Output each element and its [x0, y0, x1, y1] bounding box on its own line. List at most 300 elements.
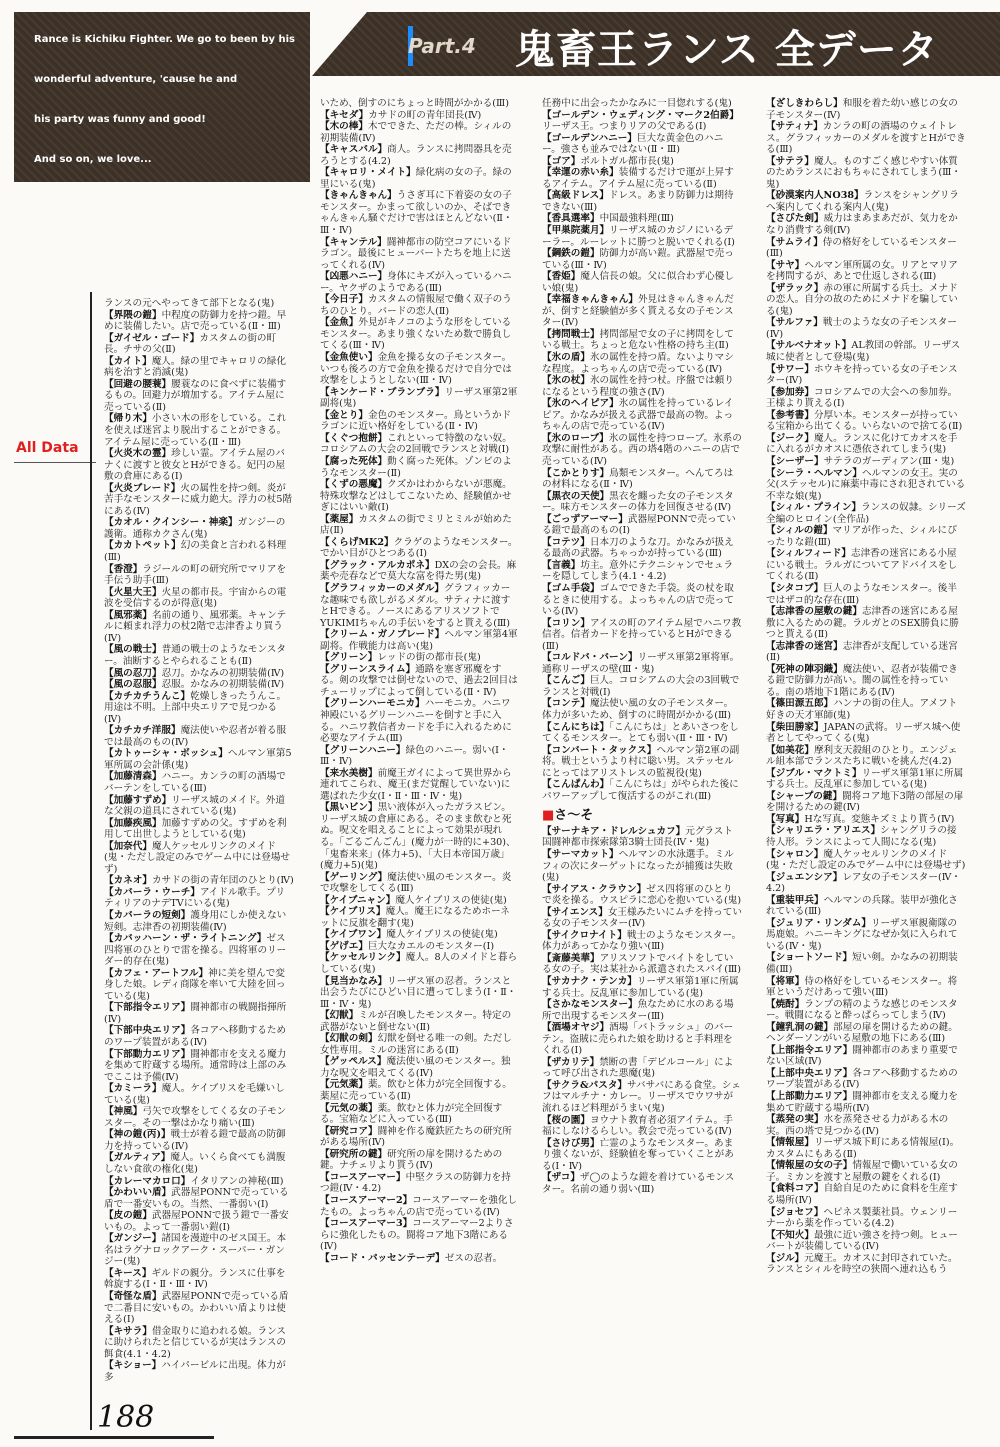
entry-description: リーザス城のカジノにいるデーラー。ルーレットに勝つと脱いでくれる(Ⅰ) [542, 225, 735, 248]
entry-term: 【篠田源五郎】 [766, 698, 834, 710]
glossary-entry [766, 340, 966, 363]
entry-description: 名前の通り、風邪薬。キャンテルに頼まれ浮力の杖2階で志津香より買う(Ⅳ) [104, 609, 287, 644]
entry-term: 【氷の盾】 [542, 352, 590, 364]
entry-description: 火星の都市長。宇宙からの電波を受信するのが得意(鬼) [104, 586, 287, 610]
glossary-entry [766, 976, 966, 999]
entry-term: 【サーナキア・ドレルシュカフ】 [542, 825, 686, 837]
entry-term: 【キセダ】 [320, 109, 369, 121]
glossary-entry [104, 1291, 294, 1326]
glossary-entry [766, 317, 966, 340]
entry-description: 戦士のようなモンスター。体力があってかなり強い(Ⅲ) [542, 929, 742, 953]
glossary-entry [766, 825, 966, 848]
glossary-entry [542, 98, 742, 110]
glossary-entry [320, 237, 518, 272]
entry-description: リーザス軍第1軍に所属する兵士。反乱軍に参加している(鬼) [766, 767, 964, 791]
entry-description: うさぎ耳に下着姿の女の子モンスター。かまって欲しいのか、そばできゃんきゃん騒ぐだけで害はほとんどない(Ⅱ・Ⅲ・Ⅳ) [320, 190, 513, 237]
entry-term: 【ショートソード】 [766, 952, 853, 964]
entry-description: ヘルマン軍第5軍所属の会計係(鬼) [104, 748, 292, 771]
entry-description: リーザス王。つまりリアの父である(Ⅰ) [542, 121, 707, 133]
entry-term: 【鐘乳洞の鍵】 [766, 1021, 834, 1033]
entry-description: 最強に近い強さを持つ剣。ヒューバートが装備している(Ⅳ) [766, 1229, 958, 1253]
glossary-entry [104, 771, 294, 794]
entry-term: 【高級ドレス】 [542, 190, 609, 202]
entry-term: 【加藤すずめ】 [104, 794, 172, 806]
entry-description: 借金取りに追われる娘。ランスに助けられたと信じているが実はランスの餌食(4.1・4.2) [104, 1325, 286, 1360]
glossary-entry [766, 872, 966, 895]
entry-term: 【香姫】 [542, 271, 581, 283]
entry-description: 動く腐った死体。ゾンビのようなモンスター(Ⅱ) [320, 455, 512, 479]
entry-description: 身体にキズが入っているハニー。ヤクザのようである(Ⅲ) [320, 271, 512, 294]
entry-description: 「こんにちは」とあいさつをしてくるモンスター。とても弱い(Ⅱ・Ⅲ・Ⅳ) [542, 721, 739, 745]
glossary-entry [766, 1045, 966, 1068]
entry-description: 闘神都市を支える魔力を集めて貯蔵する場所。通常時は上部のみでここは予備(Ⅳ) [104, 1048, 287, 1083]
entry-term: 【志津香の迷宮】 [766, 640, 843, 652]
entry-description: 侍の格好をしているモンスター(Ⅲ) [766, 236, 957, 260]
entry-term: 【カミーラ】 [104, 1083, 162, 1095]
entry-term: 【ざしきわらし】 [766, 98, 843, 109]
entry-description: 魔人ケイブリスの使徒(鬼) [386, 929, 498, 941]
glossary-entry [320, 629, 518, 652]
entry-term: 【ゴールデン・ウェディング・マーク2伯爵】 [542, 109, 739, 121]
glossary-entry [542, 1138, 742, 1173]
entry-description: ホウキを持っている女の子モンスター(Ⅳ) [766, 363, 958, 387]
entry-description: 魔人。緑の里でキャロリの緑化病を治すと消滅(鬼) [104, 355, 286, 379]
glossary-entry [320, 976, 518, 1011]
glossary-entry [320, 1126, 518, 1149]
glossary-entry [320, 1079, 518, 1102]
entry-description: 神に美を望んで変身した娘。レディ商隊を率いて大陸を回っている(鬼) [104, 967, 286, 1002]
entry-term: 【くらげMK2】 [320, 536, 394, 548]
entry-term: 【下部動力エリア】 [104, 1048, 191, 1060]
entry-description: 魔人。魔王になるためホーネットに反旗を翻す(鬼) [320, 906, 510, 929]
entry-description: コロシアムでの大会への参加券。王様より貰える(Ⅰ) [766, 386, 958, 410]
entry-term: 【ケイブワン】 [320, 929, 387, 941]
entry-term: 【幻獣】 [320, 1010, 359, 1022]
entry-description: 闘神都市の戦闘指揮所(Ⅳ) [104, 1002, 287, 1025]
entry-description: ゼスの忍者。 [444, 1252, 503, 1264]
entry-description: 水を蒸発させる力がある木の実。西の塔で見つかる(Ⅳ) [766, 1114, 949, 1137]
entry-description: コースアーマー2よりさらに強化したもの。闘将コア地下3階にある(Ⅳ) [320, 1218, 514, 1253]
entry-term: 【ガンジー】 [104, 1233, 162, 1245]
glossary-entry [542, 352, 742, 375]
entry-description: 商人。ランスに拷問器具を売ろうとする(4.2) [320, 144, 512, 167]
entry-description: 闘神を作る魔鉄匠たちの研究所がある場所(Ⅳ) [320, 1125, 512, 1149]
glossary-entry [766, 1207, 966, 1230]
glossary-entry [320, 1172, 518, 1195]
entry-term: 【キサラ】 [104, 1325, 152, 1337]
side-label-rule [14, 462, 96, 463]
column-3 [542, 98, 742, 1195]
glossary-entry [320, 514, 518, 537]
entry-term: 【シタコブ】 [766, 582, 824, 594]
entry-description: 女王様みたいにムチを持っている女の子モンスター(Ⅳ) [542, 906, 742, 930]
glossary-entry [766, 502, 966, 525]
glossary-entry [104, 1152, 294, 1175]
entry-description: 「こんにちは」がやられた後にパワーアップして復活するのがこれ(Ⅲ) [542, 779, 739, 802]
entry-description: ランスの元へやってきて部下となる(鬼) [104, 298, 275, 309]
entry-description: 金色のモンスター。鳥というかドラゴンに近い格好をしている(Ⅱ・Ⅳ) [320, 409, 512, 433]
glossary-entry [320, 433, 518, 456]
entry-description: ハイパービルに出現。体力が多 [104, 1360, 286, 1383]
entry-term: 【加藤清森】 [104, 771, 162, 783]
entry-description: 防御力が高い鎧。武器屋で売っている(Ⅲ・Ⅳ) [542, 248, 734, 271]
entry-description: ドレス。あまり防御力は期待できない(Ⅲ) [542, 190, 734, 213]
entry-term: 【見当かなみ】 [320, 975, 388, 987]
entry-description: ヘルマンの兵隊。装甲が強化されている(Ⅲ) [766, 894, 958, 918]
glossary-entry [320, 1010, 518, 1033]
entry-term: 【カバッハーン・ザ・ライトニング】 [104, 933, 267, 945]
glossary-entry [320, 768, 518, 803]
glossary-entry [766, 698, 966, 721]
glossary-entry [766, 745, 966, 768]
glossary-entry [766, 283, 966, 318]
entry-term: 【薬屋】 [320, 513, 359, 525]
entry-description: 黒衣を纏った女の子モンスター。味方モンスターの体力を回復させる(Ⅳ) [542, 490, 734, 514]
entry-term: 【鋼鉄の鎧】 [542, 248, 600, 260]
entry-description: イタリアンの神秘(Ⅲ) [190, 1175, 284, 1187]
entry-description: リーザス軍親衛隊の馬鹿娘。ハニーキングになぜか気に入られている(Ⅳ・鬼) [766, 917, 958, 952]
glossary-entry [766, 918, 966, 953]
square-bullet-icon: ■ [542, 808, 555, 824]
glossary-entry [542, 190, 742, 213]
entry-description: 前魔王ガイによって異世界から連れてこられ、魔王(まだ覚醒していない)に選ばれた少女(Ⅰ・Ⅱ・Ⅲ・Ⅳ・鬼) [320, 767, 512, 802]
entry-description: 氷の属性を持つ盾。ないよりマシな程度。よっちゃんの店で売っている(Ⅳ) [542, 352, 734, 375]
entry-description: 木でできた、ただの棒。シィルの初期装備(Ⅳ) [320, 121, 512, 144]
glossary-entry [542, 652, 742, 675]
entry-term: 【くずの悪魔】 [320, 479, 388, 491]
entry-term: 【こかとりす】 [542, 467, 610, 479]
glossary-entry [320, 1033, 518, 1056]
entry-description: 緑化病の女の子。緑の里にいる(鬼) [320, 167, 512, 190]
glossary-entry [766, 121, 966, 156]
entry-term: 【キショー】 [104, 1360, 162, 1372]
glossary-entry [104, 1025, 294, 1048]
entry-description: 小さい木の形をしている。これを使えば迷宮より脱出することができる。アイテム屋に売っている(Ⅱ・Ⅲ) [104, 413, 287, 448]
entry-description: ハンナの街の住人。アメフト好きの天才軍師(鬼) [766, 698, 958, 721]
entry-description: ヘルマンの水泳選手。ミルフィの次にターゲットになったが捕獲は失敗(鬼) [542, 849, 734, 884]
glossary-entry [104, 668, 294, 680]
entry-description: 闘将コア地下3階の部屋の扉を開けるための鍵(Ⅳ) [766, 790, 964, 814]
glossary-entry [104, 1083, 294, 1106]
entry-term: 【サヤ】 [766, 259, 805, 271]
glossary-entry [320, 941, 518, 953]
glossary-entry [320, 294, 518, 317]
entry-description: ザ◯のような鎧を着けているモンスター。名前の通り弱い(Ⅲ) [542, 1172, 735, 1195]
entry-description: 腰蓑なのに食べずに装備するもの。回避力が増加する。アイテム屋に売っている(Ⅱ) [104, 378, 287, 413]
entry-description: 自給自足のために食料を生産する場所(Ⅳ) [766, 1183, 958, 1206]
entry-description: ゼス四将軍のひとりで炎を操る。ウスピラに恋心を抱いている(鬼) [542, 883, 742, 907]
entry-description: 魔法使い風の女の子モンスター。体力が多いため、倒すのに時間がかかる(Ⅲ) [542, 698, 734, 721]
entry-term: 【風の戦士】 [104, 644, 162, 656]
entry-description: 摩利支天殺組のひとり。エンジェル組本部でランスたちに戦いを挑んだ(4.2) [766, 744, 958, 768]
glossary-entry [542, 248, 742, 271]
entry-description: 酒場「バトラッシュ」のバーテン。盗賊に売られた娘を助けると手料理をくれる(Ⅰ) [542, 1022, 734, 1057]
glossary-entry [542, 537, 742, 560]
glossary-entry [766, 98, 966, 121]
glossary-entry [320, 652, 518, 664]
entry-description: サバサバにある食堂。シェフはマルチナ・カレー。リーザスでウワサが流れるほど料理がうまい(鬼) [542, 1079, 741, 1115]
entry-term: 【神風】 [104, 1106, 143, 1118]
glossary-entry [766, 410, 966, 433]
entry-term: 【情報屋の女の子】 [766, 1160, 853, 1172]
glossary-entry [104, 356, 294, 379]
entry-description: 外見がキノコのような形をしているモンスター。あまり強くないため数で勝負してくる(Ⅲ・Ⅳ) [320, 317, 512, 352]
entry-description: 威力はまあまあだが、気力をかなり消費する剣(Ⅳ) [766, 213, 958, 237]
entry-term: 【カトゥーシャ・ボッシュ】 [104, 748, 228, 760]
glossary-entry [320, 317, 518, 352]
glossary-entry [766, 548, 966, 583]
entry-term: 【幸福きゃんきゃん】 [542, 294, 638, 306]
glossary-entry [320, 745, 518, 768]
entry-term: 【ゲーリング】 [320, 871, 388, 883]
glossary-entry [104, 1233, 294, 1268]
glossary-entry [104, 691, 294, 726]
entry-description: ゼス四将軍のひとりで雷を操る。四将軍のリーダー的存在(鬼) [104, 933, 287, 968]
entry-term: 【凶悪ハニー】 [320, 271, 388, 283]
entry-description: AL教団の幹部。リーザス城に使者として登場(鬼) [766, 340, 961, 364]
entry-description: 薬。飲むと体力が完全回復する。薬屋に売っている(Ⅱ) [320, 1079, 512, 1103]
entry-description: 坊主。意外にテクニシャンでセュラーを隠してしまう(4.1・4.2) [542, 559, 734, 583]
entry-term: 【回避の腰蓑】 [104, 378, 172, 390]
entry-term: 【ジブル・マクトミ】 [766, 767, 862, 779]
entry-term: 【黒いビン】 [320, 802, 378, 814]
banner-line: Rance is Kichiku Fighter. We go to been by his [34, 34, 295, 45]
entry-description: 弓矢で攻撃をしてくる女の子モンスター。その一撃はかなり痛い(Ⅲ) [104, 1106, 287, 1129]
entry-description: 魔人。ランスに化けてカオスを手に入れるがカオスに憑依されてしまう(鬼) [766, 432, 958, 456]
entry-term: 【さけび男】 [542, 1137, 600, 1149]
glossary-entry [542, 156, 742, 168]
entry-description: 通路を塞ぎ邪魔をする。剣の攻撃では倒せないので、過去2回目はチューリップによって倒している(Ⅱ・Ⅳ) [320, 663, 518, 698]
entry-term: 【サクラ&パスタ】 [542, 1079, 628, 1091]
entry-term: 【コリン】 [542, 617, 590, 629]
entry-description: 各コアへ移動するためのワープ装置がある(Ⅳ) [766, 1067, 958, 1091]
entry-term: 【ガルティア】 [104, 1152, 171, 1164]
entry-description: ハーモニカ。ハニワ神殿にいるグリーンハニーを倒すと手に入る。ハニワ教信者カードを手に入れるために必要なアイテム(Ⅲ) [320, 698, 512, 745]
entry-description: 志津香の迷宮にある小屋にいる戦士。ラルガについてアドバイスをしてくれる(Ⅱ) [766, 548, 958, 583]
glossary-entry [766, 1160, 966, 1183]
entry-term: 【シーラ・ヘルマン】 [766, 467, 862, 479]
entry-description: カスタムの情報屋で働く双子のうちのひとり。バードの恋人(Ⅱ) [320, 294, 512, 317]
entry-term: 【かわいい盾】 [104, 1187, 172, 1199]
entry-description: 加藤すずめの父。すずめを利用して出世しようとしている(鬼) [104, 817, 287, 841]
glossary-entry [766, 260, 966, 283]
glossary-entry [542, 433, 742, 468]
glossary-entry [542, 779, 742, 802]
entry-term: 【サイクロナイト】 [542, 929, 627, 941]
entry-term: 【クリーム・ガノブレード】 [320, 629, 445, 641]
glossary-entry [320, 698, 518, 744]
entry-description: マリアが作った、シィルにぴったりな鎧(Ⅲ) [766, 525, 957, 548]
glossary-entry [320, 1056, 518, 1079]
entry-term: 【キャロリ・メイト】 [320, 167, 416, 179]
entry-term: 【サワー】 [766, 363, 814, 375]
entry-term: 【グリーンスライム】 [320, 663, 416, 675]
entry-term: 【柴田勝家】 [766, 721, 824, 733]
entry-description: グラフィッカーな趣味でも欲しがるメダル。サティナに渡すとHできる。ノースにあるアリスソフトでYUKIMIちゃんの手伝いをすると貰える(Ⅲ) [320, 582, 511, 629]
glossary-entry [766, 1022, 966, 1045]
glossary-entry [766, 456, 966, 468]
glossary-entry [542, 375, 742, 398]
glossary-entry [104, 1049, 294, 1084]
entry-term: 【カフェ・アートフル】 [104, 967, 209, 979]
entry-term: 【こんぱんわ】 [542, 779, 610, 791]
glossary-entry [542, 722, 742, 745]
entry-description: 幻の美食と言われる料理(Ⅲ) [104, 540, 287, 564]
glossary-entry [542, 999, 742, 1022]
entry-description: ヘルマン第2軍の副将。戦士というより村に聡い男。ステッセルにとってはアリストレスの監視役(鬼) [542, 744, 740, 779]
glossary-entry [104, 587, 294, 610]
glossary-entry [542, 698, 742, 721]
glossary-entry [320, 1218, 518, 1253]
entry-term: 【ジュエンシア】 [766, 871, 843, 883]
entry-description: 忍服。かなみの初期装備(Ⅳ) [161, 679, 285, 691]
entry-description: 巨人のようなモンスター。後半ではザコ的な存在(Ⅲ) [766, 582, 957, 606]
entry-description: 短い剣。かなみの初期装備(Ⅲ) [766, 952, 958, 976]
glossary-entry [104, 564, 294, 587]
entry-term: 【加藤疾風】 [104, 817, 162, 829]
entry-description: 乾燥しきったうんこ。用途は不明。上部中央エリアで見つかる(Ⅳ) [104, 690, 287, 725]
entry-description: 闘神都市の防空コアにいるドラゴン。最後にヒューバートたちを地上に送ってくれる(Ⅳ) [320, 236, 512, 271]
entry-description: Hな写真。変態キズミより貰う(Ⅳ) [804, 813, 955, 825]
entry-term: 【グラック・アルカポネ】 [320, 559, 435, 571]
entry-description: レア女の子モンスター(Ⅳ・4.2) [766, 871, 961, 895]
glossary-entry [542, 491, 742, 514]
glossary-entry [320, 1253, 518, 1265]
entry-term: 【サムライ】 [766, 236, 823, 248]
glossary-entry [104, 644, 294, 667]
glossary-entry [320, 271, 518, 294]
glossary-entry [320, 1195, 518, 1218]
entry-term: 【グリーン】 [320, 652, 378, 664]
glossary-entry [542, 468, 742, 491]
glossary-entry [542, 167, 742, 190]
entry-term: 【将軍】 [766, 975, 805, 987]
glossary-entry [104, 1176, 294, 1188]
entry-description: 武器屋PONNで売っている盾で二番目に安いもの。かわいい盾よりは使える(Ⅰ) [104, 1291, 289, 1326]
entry-term: 【カレーマカロ口】 [104, 1175, 191, 1187]
entry-term: 【不知火】 [766, 1229, 814, 1241]
entry-description: カサドの町の青年団長(Ⅳ) [368, 109, 482, 121]
entry-description: ポルトガル都市長(鬼) [580, 155, 674, 167]
entry-description: DXの会の会長。麻薬や売春などで莫大な富を得た男(鬼) [320, 559, 517, 583]
entry-description: 武器屋PONNで売っている鎧で最高のもの(Ⅰ) [542, 513, 736, 537]
entry-term: 【きゃんきゃん】 [320, 190, 397, 202]
section-heading-text: さ～そ [554, 808, 594, 824]
entry-term: 【カカトペット】 [104, 540, 181, 552]
entry-term: 【氷のローブ】 [542, 432, 609, 444]
entry-description: 火の属性を持つ剣。炎が苦手なモンスターに威力絶大。浮力の杖5階にある(Ⅳ) [104, 482, 293, 517]
glossary-entry [766, 583, 966, 606]
glossary-entry [104, 379, 294, 414]
entry-term: 【ゴア】 [542, 155, 581, 167]
entry-description: 魔法使い風のモンスター。炎で攻撃をしてくる(Ⅲ) [320, 871, 512, 895]
entry-term: 【コンテ】 [542, 698, 590, 710]
entry-term: 【風邪薬】 [104, 609, 152, 621]
glossary-entry [766, 768, 966, 791]
entry-description: 外見はきゃんきゃんだが、倒すと経験値が多く貰える女の子モンスター(Ⅳ) [542, 294, 734, 329]
entry-description: 魔人ケイブリスの使徒(鬼) [395, 894, 507, 906]
glossary-entry [104, 748, 294, 771]
glossary-entry [104, 413, 294, 448]
entry-description: リーザス軍第2軍将軍。通称リーザスの壁(Ⅲ・鬼) [542, 652, 740, 675]
entry-description: コースアーマーを強化したもの。よっちゃんの店で売っている(Ⅳ) [320, 1194, 518, 1218]
entry-description: 戦士のような女の子モンスター(Ⅳ) [766, 317, 957, 340]
glossary-entry [766, 606, 966, 641]
entry-term: 【コースアーマー2】 [320, 1194, 413, 1206]
glossary-entry [542, 225, 742, 248]
entry-description: クラゲのようなモンスター。でかい目がひとつある(Ⅰ) [320, 536, 518, 560]
entry-term: 【研究コア】 [320, 1125, 378, 1137]
entry-term: 【焼酎】 [766, 998, 805, 1010]
glossary-entry [320, 560, 518, 583]
entry-description: 分厚い本。モンスターが持っている宝箱から出てくる。いらないので捨てる(Ⅱ) [766, 409, 963, 433]
glossary-entry [542, 560, 742, 583]
glossary-entry [320, 121, 518, 144]
entry-term: 【上部中央エリア】 [766, 1067, 853, 1079]
glossary-entry [766, 1230, 966, 1253]
entry-description: ギルドの親分。ランスに仕事を斡旋する(Ⅰ・Ⅱ・Ⅲ・Ⅳ) [104, 1267, 286, 1291]
entry-description: 氷の属性を持つ杖。序盤では頼りになるという程度の強さ(Ⅳ) [542, 375, 734, 398]
glossary-entry [542, 1022, 742, 1057]
glossary-entry [542, 953, 742, 976]
entry-description: 魔法使い風のモンスター。独力な呪文を唱えてくる(Ⅳ) [320, 1056, 511, 1079]
entry-term: 【カチカチうんこ】 [104, 690, 191, 702]
entry-description: 魔法使い、忍者が装備できる鎧で防御力が高い。闇の属性を持っている。南の塔地下1階にある(Ⅳ) [766, 663, 958, 698]
entry-description: 志津香が支配している迷宮(Ⅱ) [766, 640, 958, 664]
entry-term: 【食料コア】 [766, 1183, 824, 1195]
entry-description: リーザス軍第2軍副将(鬼) [320, 386, 518, 410]
glossary-entry [542, 398, 742, 433]
entry-description: リーザス城のメイド。外道な父親の道具にされている(鬼) [104, 794, 285, 818]
entry-description: 氷の属性を持っているレイピア。かなみが扱える武器で最高の物。よっちゃんの店で売っている(Ⅳ) [542, 398, 734, 433]
glossary-entry [104, 679, 294, 691]
entry-description: 諸国を漫遊中のゼス国王。本名はラグナロックアーク・スーパー・ガンジー(鬼) [104, 1233, 287, 1268]
glossary-entry [104, 1187, 294, 1210]
entry-term: 【加奈代】 [104, 840, 152, 852]
margin-rule [90, 292, 92, 1430]
entry-description: 魔人。8人のメイドと暮らしている(鬼) [320, 952, 518, 976]
glossary-entry [320, 1103, 518, 1126]
glossary-entry [542, 294, 742, 329]
glossary-entry [320, 802, 518, 871]
glossary-entry [320, 98, 518, 110]
entry-term: 【ザカリテ】 [542, 1056, 600, 1068]
entry-description: ヘルマン軍所属の女。リアとマリアを拷問するが、あとで仕返しされる(Ⅲ) [766, 259, 958, 283]
entry-term: 【ザラック】 [766, 282, 824, 294]
entry-term: 【ガイゼル・ゴード】 [104, 332, 200, 344]
entry-description: 中程度の防御力を持つ鎧。早めに装備したい。店で売っている(Ⅱ・Ⅲ) [104, 309, 287, 333]
entry-description: 中堅クラスの防御力を持つ鎧(Ⅳ・4.2) [320, 1171, 511, 1195]
glossary-entry [542, 1172, 742, 1195]
glossary-entry [104, 818, 294, 841]
column-2 [320, 98, 518, 1264]
entry-term: 【神の鎧(丙)】 [104, 1129, 171, 1141]
side-label: All Data [16, 440, 79, 456]
entry-term: 【キース】 [104, 1267, 152, 1279]
glossary-entry [104, 910, 294, 933]
entry-description: 禁断の書「デビルコール」によって呼び出された悪魔(鬼) [542, 1056, 734, 1080]
entry-term: 【砂漠案内人NO38】 [766, 190, 864, 202]
entry-description: これといって特徴のない奴。コロシアムの大会の2回戦でランスと対戦(Ⅰ) [320, 432, 512, 456]
entry-term: 【言義】 [542, 559, 581, 571]
entry-description: 部屋の扉を開けるための鍵。ヘンダーソンがいる屋敷の地下にある(Ⅲ) [766, 1021, 958, 1045]
glossary-entry [320, 410, 518, 433]
glossary-entry [320, 952, 518, 975]
entry-term: 【こんにちは】 [542, 721, 610, 733]
glossary-entry [766, 849, 966, 872]
entry-description: 魚なために水のある場所で出現するモンスター(Ⅲ) [542, 999, 734, 1022]
glossary-entry [766, 791, 966, 814]
